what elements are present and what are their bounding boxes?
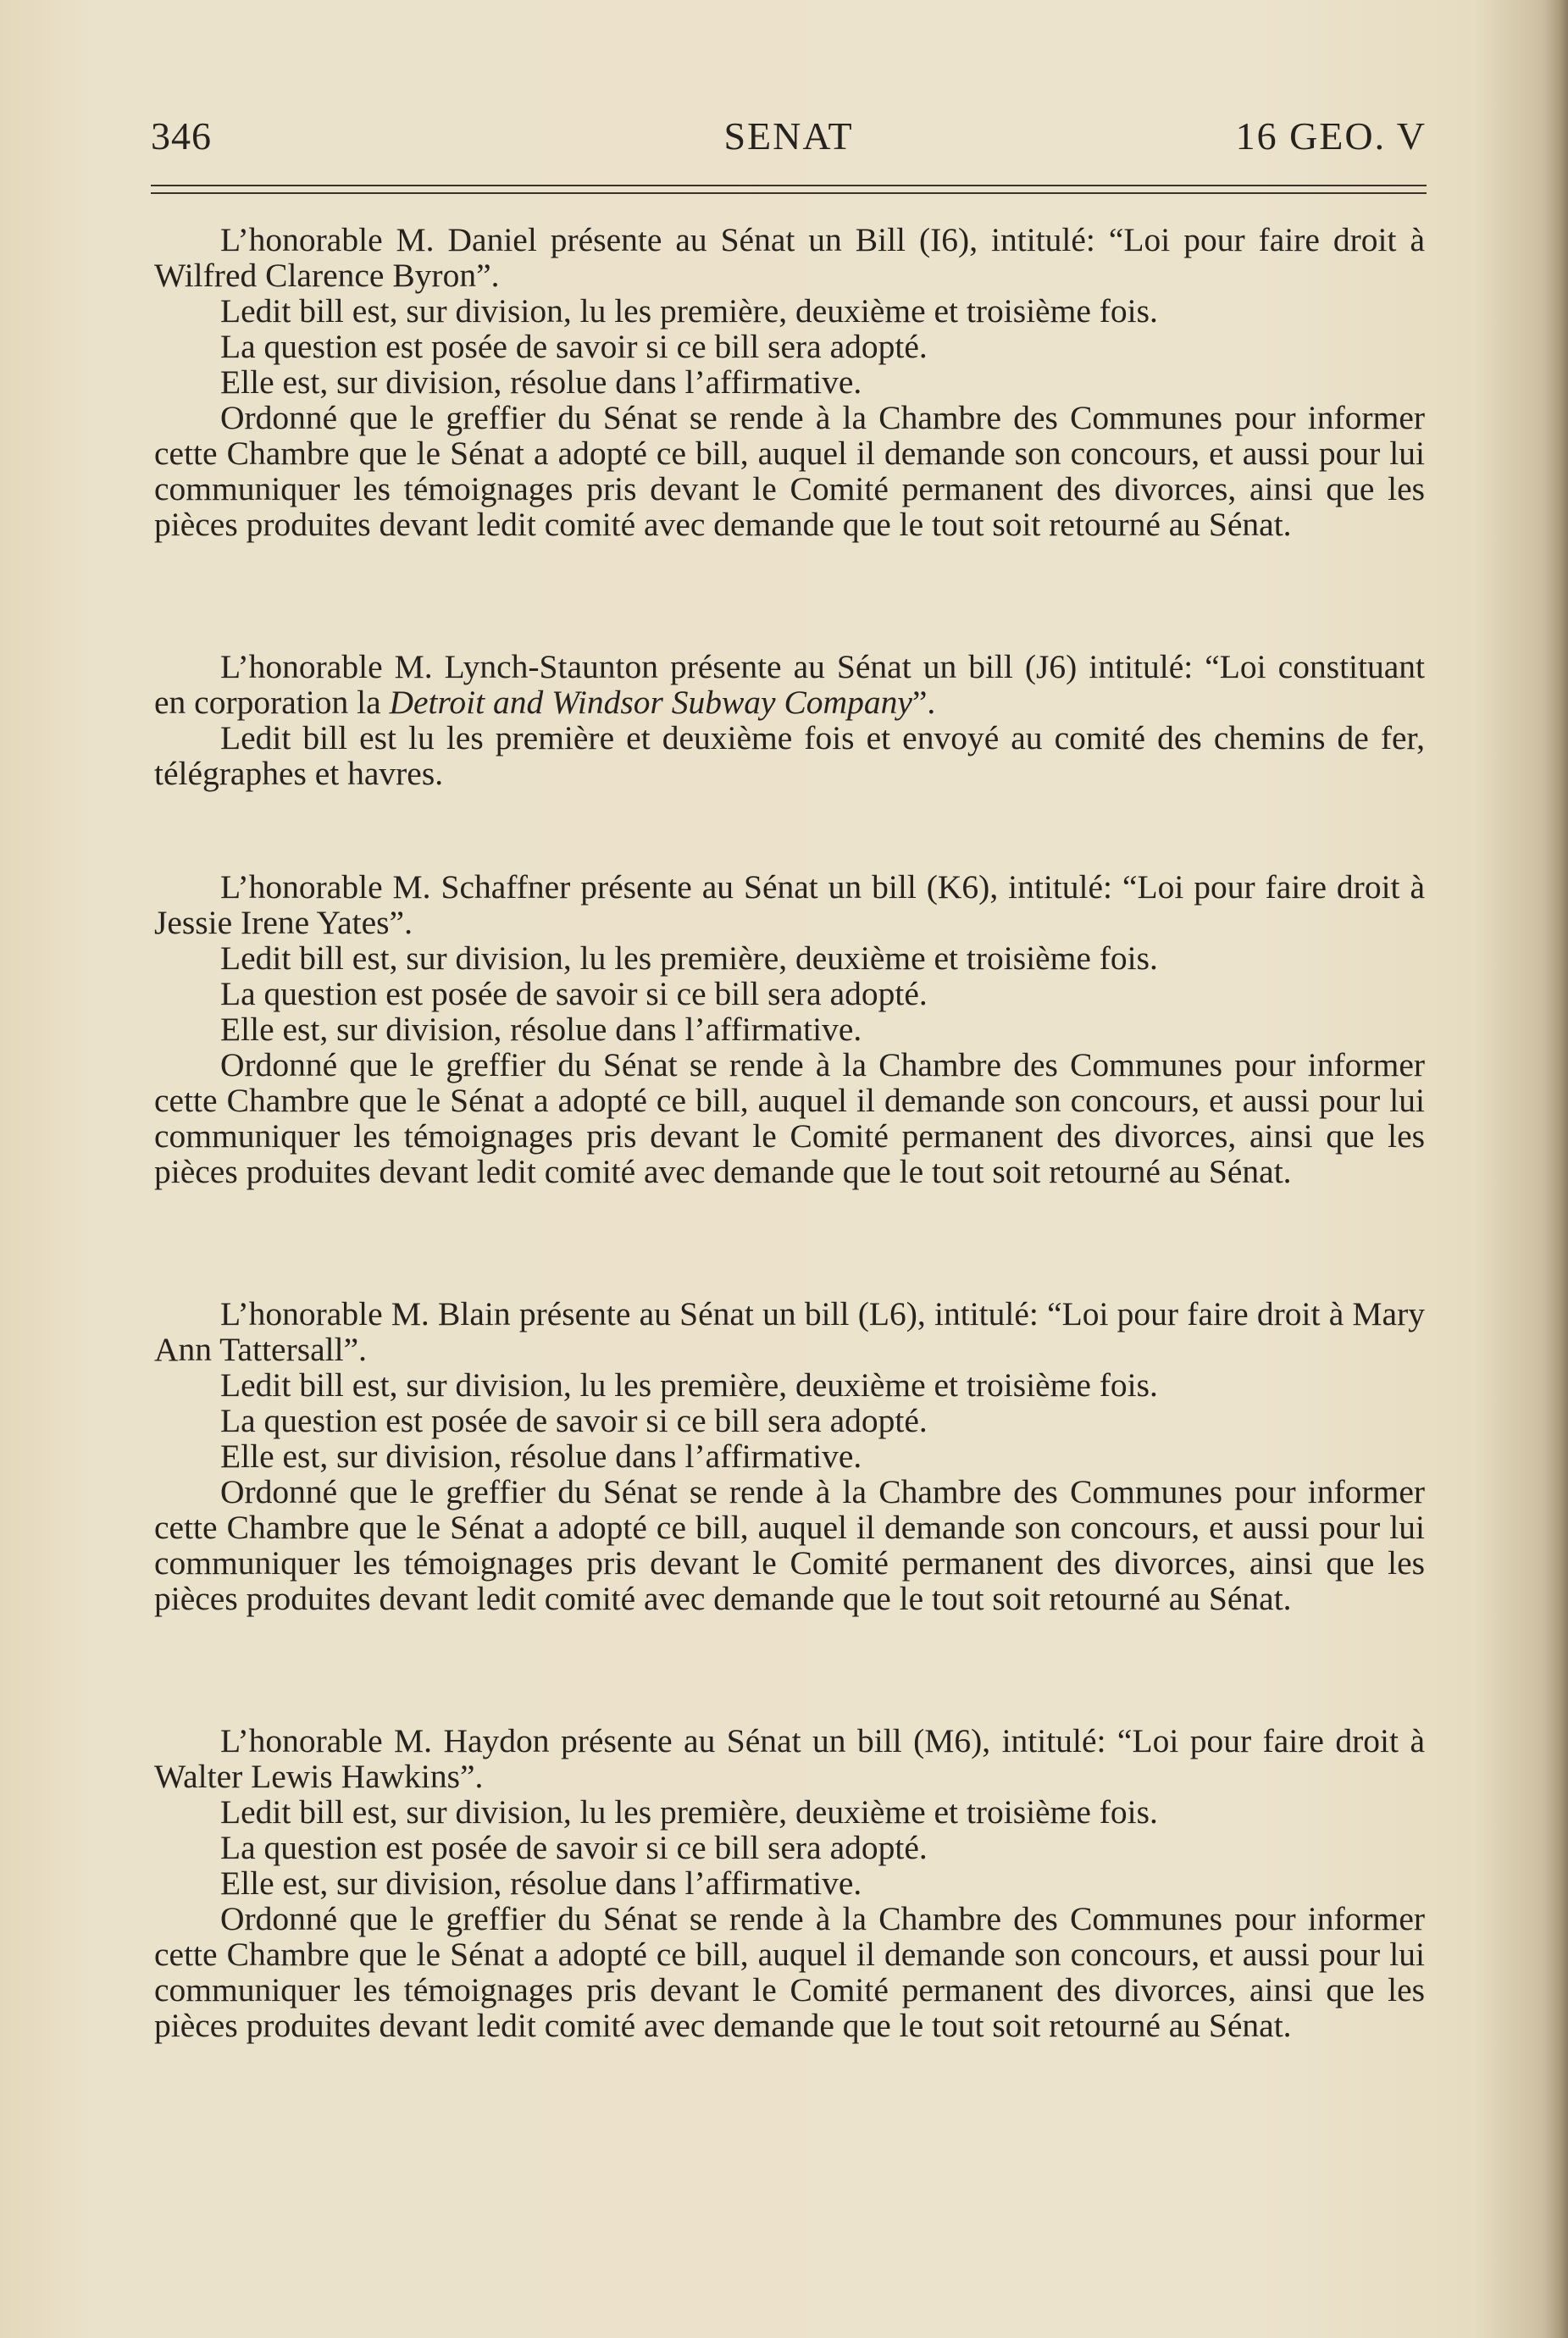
bill-entry-l6 bbox=[154, 1296, 1425, 1616]
entry-resolution: Elle est, sur division, résolue dans l’affirmative. bbox=[220, 1864, 862, 1902]
page-binding-shadow bbox=[1544, 0, 1568, 2338]
running-header bbox=[151, 114, 1427, 164]
bill-entry-k6 bbox=[154, 869, 1425, 1189]
entry-question: La question est posée de savoir si ce bill sera adopté. bbox=[220, 975, 928, 1012]
entry-intro: L’honorable M. Blain présente au Sénat un bill (L6), intitulé: “Loi pour faire droit à Mary Ann Tattersall”. bbox=[154, 1295, 1425, 1368]
entry-resolution: Elle est, sur division, résolue dans l’affirmative. bbox=[220, 363, 862, 401]
running-title: SENAT bbox=[723, 114, 854, 158]
entry-reading: Ledit bill est, sur division, lu les première, deuxième et troisième fois. bbox=[220, 939, 1158, 977]
header-rule-top bbox=[151, 185, 1427, 186]
entry-intro: L’honorable M. Haydon présente au Sénat un bill (M6), intitulé: “Loi pour faire droit à Walter Lewis Hawkins”. bbox=[154, 1722, 1425, 1795]
entry-order: Ordonné que le greffier du Sénat se rende à la Chambre des Communes pour informer cette Chambre que le Sénat a adopté ce bill, auquel il demande son concours, et aussi pour lui communiquer les témoignages pris devant le Comité permanent des divorces, ainsi que les pièces produites devant ledit comité avec demande que le tout soit retourné au Sénat. bbox=[154, 1900, 1425, 2044]
session-label: 16 GEO. V bbox=[1235, 114, 1427, 158]
entry-order: Ordonné que le greffier du Sénat se rende à la Chambre des Communes pour informer cette Chambre que le Sénat a adopté ce bill, auquel il demande son concours, et aussi pour lui communiquer les témoignages pris devant le Comité permanent des divorces, ainsi que les pièces produites devant ledit comité avec demande que le tout soit retourné au Sénat. bbox=[154, 399, 1425, 543]
entry-reading: Ledit bill est, sur division, lu les première, deuxième et troisième fois. bbox=[220, 292, 1158, 330]
entry-order: Ordonné que le greffier du Sénat se rende à la Chambre des Communes pour informer cette Chambre que le Sénat a adopté ce bill, auquel il demande son concours, et aussi pour lui communiquer les témoignages pris devant le Comité permanent des divorces, ainsi que les pièces produites devant ledit comité avec demande que le tout soit retourné au Sénat. bbox=[154, 1473, 1425, 1617]
entry-intro: L’honorable M. Daniel présente au Sénat un Bill (I6), intitulé: “Loi pour faire droit à Wilfred Clarence Byron”. bbox=[154, 221, 1425, 294]
entry-intro-end: ”. bbox=[911, 684, 936, 721]
company-name: Detroit and Windsor Subway Company bbox=[389, 684, 912, 721]
entry-question: La question est posée de savoir si ce bill sera adopté. bbox=[220, 1829, 928, 1866]
entry-intro-text: L’honorable M. Lynch-Staunton présente au Sénat un bill (J6) intitulé: “Loi constituant en corporation la bbox=[154, 648, 1425, 721]
entry-referral: Ledit bill est lu les première et deuxième fois et envoyé au comité des chemins de fer, télégraphes et havres. bbox=[154, 719, 1425, 792]
entry-order: Ordonné que le greffier du Sénat se rende à la Chambre des Communes pour informer cette Chambre que le Sénat a adopté ce bill, auquel il demande son concours, et aussi pour lui communiquer les témoignages pris devant le Comité permanent des divorces, ainsi que les pièces produites devant ledit comité avec demande que le tout soit retourné au Sénat. bbox=[154, 1046, 1425, 1190]
entry-intro bbox=[154, 649, 1425, 720]
entry-resolution: Elle est, sur division, résolue dans l’affirmative. bbox=[220, 1011, 862, 1048]
page-number: 346 bbox=[151, 114, 212, 158]
entry-question: La question est posée de savoir si ce bill sera adopté. bbox=[220, 328, 928, 365]
entry-intro: L’honorable M. Schaffner présente au Sénat un bill (K6), intitulé: “Loi pour faire droit à Jessie Irene Yates”. bbox=[154, 868, 1425, 941]
header-rule-bottom bbox=[151, 192, 1427, 194]
bill-entry-i6 bbox=[154, 222, 1425, 542]
entry-reading: Ledit bill est, sur division, lu les première, deuxième et troisième fois. bbox=[220, 1366, 1158, 1404]
entry-reading: Ledit bill est, sur division, lu les première, deuxième et troisième fois. bbox=[220, 1793, 1158, 1831]
bill-entry-m6 bbox=[154, 1723, 1425, 2043]
entry-resolution: Elle est, sur division, résolue dans l’affirmative. bbox=[220, 1438, 862, 1475]
bill-entry-j6 bbox=[154, 649, 1425, 791]
entry-question: La question est posée de savoir si ce bill sera adopté. bbox=[220, 1402, 928, 1439]
